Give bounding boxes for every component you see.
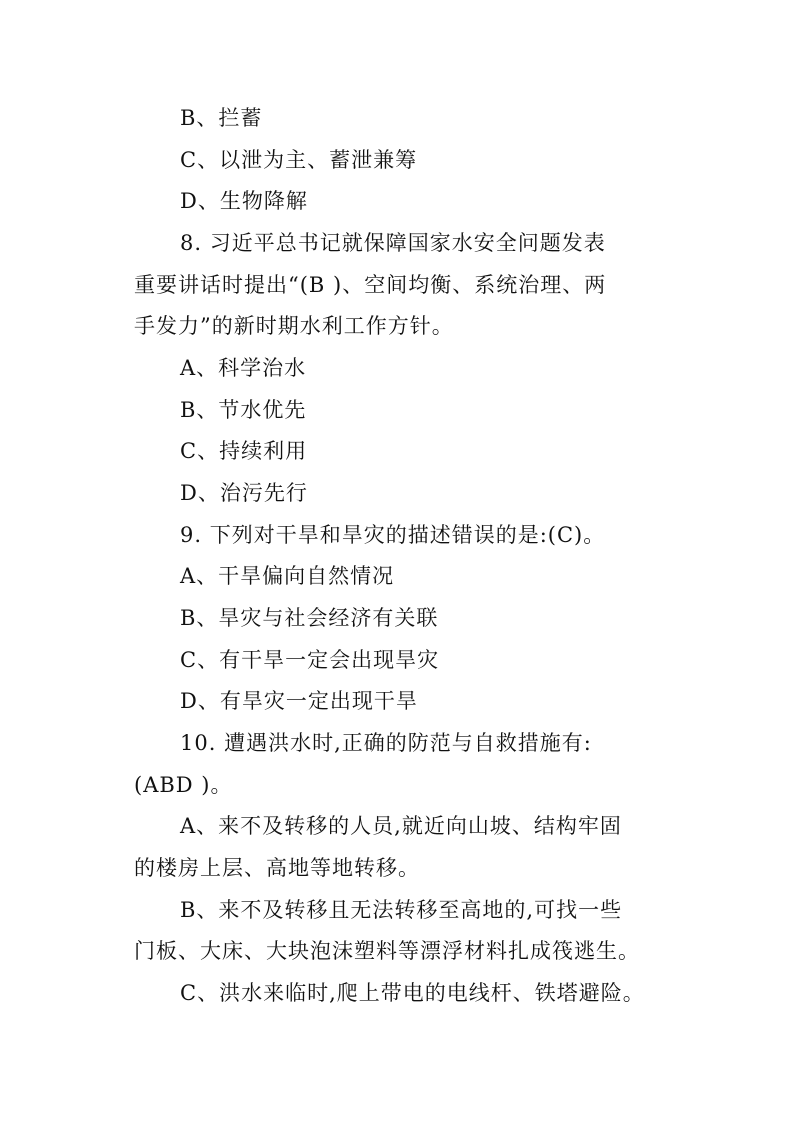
option-c-drain-store: C、以泄为主、蓄泄兼筹 [180,148,418,172]
question-8-option-d: D、治污先行 [180,481,308,505]
question-9-option-c: C、有干旱一定会出现旱灾 [180,648,440,672]
question-10-answer: (ABD )。 [134,773,233,797]
question-9-option-b: B、旱灾与社会经济有关联 [180,606,439,630]
option-b-intercept: B、拦蓄 [180,106,263,130]
question-8-text-cont: 手发力”的新时期水利工作方针。 [134,314,454,338]
question-10-option-a: A、来不及转移的人员,就近向山坡、结构牢固 [180,814,622,838]
question-8-text-cont: 重要讲话时提出“(B )、空间均衡、系统治理、两 [134,273,607,297]
question-8-option-b: B、节水优先 [180,398,307,422]
question-10-option-b-cont: 门板、大床、大块泡沫塑料等漂浮材料扎成筏逃生。 [134,939,640,963]
question-10-option-c: C、洪水来临时,爬上带电的电线杆、铁塔避险。 [180,981,645,1005]
question-8-text: 8. 习近平总书记就保障国家水安全问题发表 [180,231,606,255]
question-10-text: 10. 遭遇洪水时,正确的防范与自救措施有: [180,731,592,755]
question-9-option-a: A、干旱偏向自然情况 [180,564,395,588]
option-d-biodegrade: D、生物降解 [180,189,308,213]
question-8-option-c: C、持续利用 [180,439,308,463]
question-10-option-b: B、来不及转移且无法转移至高地的,可找一些 [180,898,623,922]
question-9-text: 9. 下列对干旱和旱灾的描述错误的是:(C)。 [180,523,606,547]
question-8-option-a: A、科学治水 [180,356,307,380]
question-10-option-a-cont: 的楼房上层、高地等地转移。 [134,856,420,880]
question-9-option-d: D、有旱灾一定出现干旱 [180,689,418,713]
